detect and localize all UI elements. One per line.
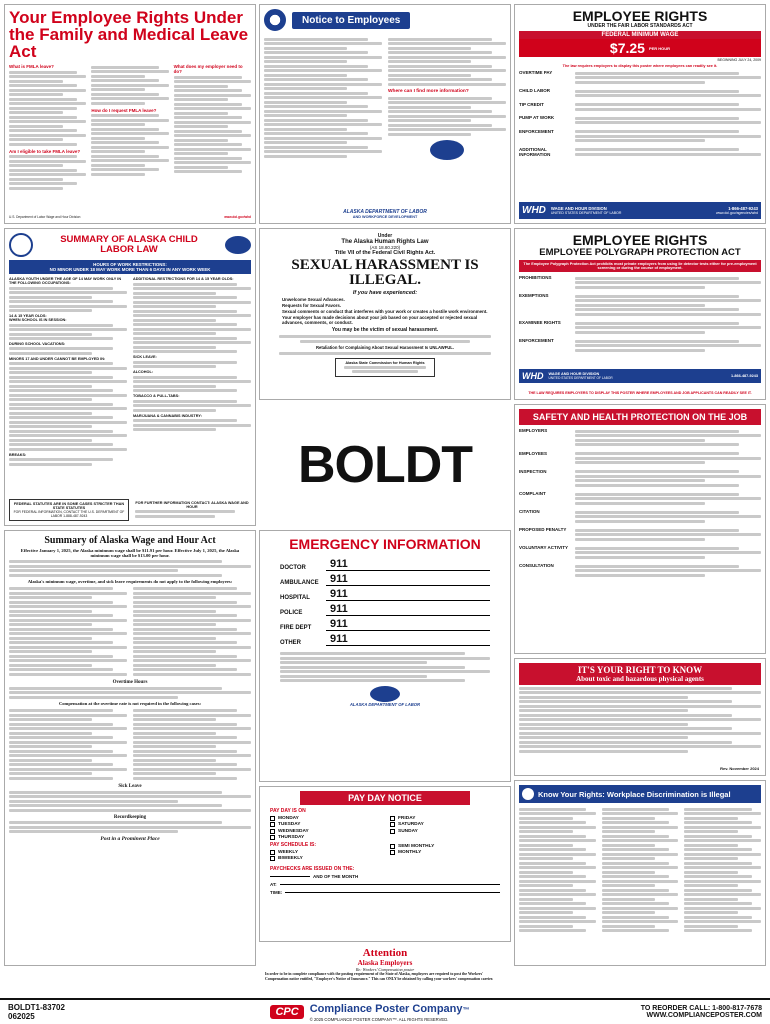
child-labor-poster: [4, 228, 256, 526]
pay-option: [270, 856, 380, 861]
osha-section-body: [575, 451, 761, 466]
poly-title2: EMPLOYEE POLYGRAPH PROTECTION ACT: [539, 247, 741, 258]
fmla-title: Your Employee Rights Under the Family and Medical Leave Act: [9, 8, 249, 61]
whd-url: www.dol.gov/agencies/whd: [715, 211, 758, 215]
wh-record-head: Recordkeeping: [113, 814, 147, 820]
polygraph-poster: [514, 228, 766, 400]
osha-section-label: EMPLOYEES: [519, 450, 548, 456]
pay-option-label: TUESDAY: [278, 822, 301, 827]
whd-label: WAGE AND HOUR DIVISION: [550, 206, 607, 211]
fmla-eligible-heading: Am I eligible to take FMLA leave?: [9, 148, 81, 154]
osha-section-label: PROPOSED PENALTY: [519, 527, 567, 532]
fed-contact: FOR FEDERAL INFORMATION, CONTACT THE U.S. DEPARTMENT OF LABOR 1-888-487-9243: [13, 509, 125, 518]
osha-section-row: [519, 428, 761, 448]
pay-option-label: WEDNESDAY: [278, 828, 309, 834]
jobs-logo-2: [225, 236, 251, 254]
footer-reorder[interactable]: TO REORDER CALL: 1-800-817-7678: [640, 1005, 762, 1012]
flsa-bar: FEDERAL MINIMUM WAGE: [519, 31, 761, 39]
emergency-number: 911: [326, 588, 490, 601]
rtk-revised: Rev. November 2024: [720, 766, 759, 771]
cr-victim: You may be the victim of sexual harassment.: [331, 327, 439, 333]
poly-section-label: EXEMPTIONS: [519, 293, 549, 298]
emergency-label: POLICE: [280, 610, 303, 616]
emergency-number: 911: [326, 573, 490, 586]
child-tobacco-head: TOBACCO & PULL-TABS:: [133, 394, 180, 398]
poly-whd-label: WAGE AND HOUR DIVISION: [548, 372, 600, 376]
poly-whd-sub: UNITED STATES DEPARTMENT OF LABOR: [548, 376, 613, 380]
fed-note: FEDERAL STATUTES ARE IN SOME CASES STRICTER THAN STATE STATUTES: [13, 501, 125, 510]
poly-section-row: [519, 338, 761, 353]
jobs-logo: [430, 140, 464, 160]
emergency-row: [280, 588, 490, 601]
emergency-row: [280, 558, 490, 571]
osha-section-label: INSPECTION: [519, 468, 547, 474]
osha-section-row: [519, 451, 761, 466]
whd-sub: UNITED STATES DEPARTMENT OF LABOR: [550, 211, 622, 215]
child-labor-sub2: NO MINOR UNDER 18 MAY WORK MORE THAN 6 DAYS IN ANY WORK WEEK: [49, 267, 211, 272]
att-re: Re: Workers' Compensation poster: [355, 967, 415, 972]
emergency-label: DOCTOR: [280, 565, 306, 571]
child-sick-head: SICK LEAVE:: [133, 355, 157, 359]
poly-section-body: [575, 275, 761, 290]
poly-section-body: [575, 320, 761, 335]
whd-logo-2: WHD: [522, 371, 544, 381]
flsa-section-row: [519, 115, 761, 126]
footer-copyright: © 2025 COMPLIANCE POSTER COMPANY™. ALL RIGHTS RESERVED.: [309, 1016, 449, 1022]
fmla-poster: [4, 4, 256, 224]
child-left-head: ALASKA YOUTH UNDER THE AGE OF 14 MAY WORK ONLY IN THE FOLLOWING OCCUPATIONS:: [9, 277, 122, 285]
poly-section-row: [519, 275, 761, 290]
child-labor-sub1: HOURS OF WORK RESTRICTIONS:: [93, 262, 167, 267]
checkbox[interactable]: [390, 850, 395, 855]
footer-code2: 062025: [8, 1012, 35, 1021]
flsa-section-body: [575, 147, 761, 158]
osha-section-row: [519, 469, 761, 489]
pay-day-is: PAY DAY IS ON: [270, 808, 306, 814]
emergency-number: 911: [326, 618, 490, 631]
flsa-section-label: CHILD LABOR: [519, 88, 550, 93]
emergency-number: 911: [326, 603, 490, 616]
pay-option: [390, 829, 500, 834]
flsa-section-body: [575, 115, 761, 126]
flsa-section-label: PUMP AT WORK: [519, 115, 555, 120]
child-breaks-head: BREAKS:: [9, 452, 27, 457]
fmla-employer-heading: What does my employer need to do?: [173, 64, 243, 74]
checkbox[interactable]: [270, 829, 275, 834]
pay-schedule-is: PAY SCHEDULE IS:: [270, 842, 317, 848]
flsa-section-label: ADDITIONAL INFORMATION: [519, 146, 551, 157]
checkbox[interactable]: [390, 822, 395, 827]
child-marijuana-head: MARIJUANA & CANNABIS INDUSTRY:: [133, 413, 202, 418]
osha-section-body: [575, 545, 761, 560]
pay-and-blank1: [270, 876, 310, 877]
poly-section-row: [519, 320, 761, 335]
fmla-request-heading: How do I request FMLA leave?: [91, 107, 157, 113]
footer-brand: Compliance Poster Company: [309, 1002, 463, 1015]
flsa-section-row: [519, 88, 761, 99]
pay-day-poster: [259, 786, 511, 942]
child-vacation-head: DURING SCHOOL VACATIONS:: [9, 341, 66, 346]
osha-section-label: CONSULTATION: [519, 563, 554, 568]
pay-option-label: SATURDAY: [398, 822, 424, 827]
cr-bullet: Your employer has made decisions about your job based on your accepted or rejected sexual advances, comments, or conduct.: [282, 315, 478, 325]
footer: [0, 998, 770, 1024]
osha-section-row: [519, 563, 761, 578]
poly-section-label: PROHIBITIONS: [519, 275, 552, 280]
att-sub: Alaska Employers: [357, 959, 413, 967]
emergency-label: OTHER: [280, 640, 301, 646]
emergency-label: FIRE DEPT: [280, 625, 312, 631]
discrimination-poster: [514, 780, 766, 966]
rtk-title: IT'S YOUR RIGHT TO KNOW: [577, 665, 703, 675]
flsa-section-row: [519, 102, 761, 113]
osha-section-body: [575, 469, 761, 489]
emergency-row: [280, 573, 490, 586]
pay-option: [270, 850, 380, 855]
pay-option: [390, 850, 500, 855]
checkbox[interactable]: [390, 844, 395, 849]
wh-effective: Effective January 1, 2025, the Alaska minimum wage shall be $11.91 per hour. Effective July 1, 2025, the Alaska minimum wage shall be $13.00 per hour.: [20, 548, 240, 558]
fmla-url: www.dol.gov/whd: [224, 215, 251, 219]
emergency-number: 911: [326, 558, 490, 571]
alaska-seal-icon: [9, 233, 33, 257]
osha-section-label: COMPLAINT: [519, 491, 546, 496]
osha-poster: [514, 404, 766, 654]
flsa-section-body: [575, 70, 761, 85]
wh-overtime-head: Overtime Hours: [112, 680, 148, 685]
att-body: In order to be in complete compliance with the posting requirement of the State of Alaska, employers are required to post the Workers' Compensation notice entitled, "Employer's Notice of Insurance." This can ONLY be obtained by calling your workers' compensation carrier.: [265, 972, 494, 981]
emergency-label: HOSPITAL: [280, 595, 310, 601]
rtk-sub: About toxic and hazardous physical agents: [576, 675, 704, 683]
emergency-org: ALASKA DEPARTMENT OF LABOR: [349, 702, 421, 707]
pay-option: [270, 816, 380, 821]
right-to-know-poster: [514, 658, 766, 776]
flsa-poster: [514, 4, 766, 224]
flsa-title: EMPLOYEE RIGHTS: [572, 8, 708, 24]
notice-title: Notice to Employees: [292, 12, 410, 29]
flsa-section-row: [519, 129, 761, 144]
cr-title3: Title VII of the Federal Civil Rights Act.: [334, 250, 436, 256]
notice-poster: [259, 4, 511, 224]
pay-title: PAY DAY NOTICE: [300, 791, 470, 805]
flsa-section-body: [575, 129, 761, 144]
poly-title1: EMPLOYEE RIGHTS: [572, 232, 708, 248]
osha-section-label: CITATION: [519, 509, 540, 514]
notice-org: ALASKA DEPARTMENT OF LABOR: [343, 209, 427, 215]
pay-option-label: WEEKLY: [278, 849, 299, 855]
osha-section-row: [519, 527, 761, 542]
seal-icon: [264, 9, 286, 31]
wh-comp-head: Compensation at the overtime rate is not required in the following cases:: [58, 700, 202, 706]
harassment-poster: [259, 228, 511, 400]
child-minors-head: MINORS 17 AND UNDER CANNOT BE EMPLOYED IN:: [9, 356, 106, 361]
child-labor-title: SUMMARY OF ALASKA CHILD LABOR LAW: [60, 234, 198, 255]
eeoc-seal-icon: [522, 788, 534, 800]
flsa-section-body: [575, 102, 761, 113]
pay-option: [390, 844, 500, 849]
pay-option-label: SUNDAY: [398, 828, 418, 834]
cpc-logo-text: CPC: [275, 1006, 299, 1018]
notice-heading: Where can I find more information?: [388, 88, 469, 94]
flsa-per-hour: PER HOUR: [648, 45, 671, 51]
cr-title1: The Alaska Human Rights Law: [341, 239, 429, 245]
jobs-logo-3: [370, 686, 400, 702]
fmla-footer: U.S. Department of Labor Wage and Hour Division: [9, 215, 81, 219]
flsa-section-label: TIP CREDIT: [519, 101, 544, 107]
whd-phone: 1-866-487-9243: [728, 206, 758, 211]
wage-hour-poster: [4, 530, 256, 966]
pay-option-label: SEMI MONTHLY: [398, 843, 435, 849]
emergency-row: [280, 603, 490, 616]
cr-if: If you have experienced:: [352, 290, 418, 296]
osha-section-row: [519, 491, 761, 506]
wh-post: Post in a Prominent Place: [100, 836, 160, 842]
att-title: Attention: [362, 947, 408, 959]
footer-code1: BOLDT1-83702: [8, 1003, 65, 1012]
child-right-head: ADDITIONAL RESTRICTIONS FOR 14 & 15 YEAR OLDS:: [133, 277, 234, 281]
disc-title: Know Your Rights: Workplace Discrimination is Illegal: [538, 789, 731, 799]
cr-retaliation: Retaliation for Complaining About Sexual Harassment Is UNLAWFUL.: [315, 345, 455, 350]
pay-option: [270, 835, 380, 840]
poly-lead: The Employee Polygraph Protection Act prohibits most private employers from using lie detector tests either for pre-employment screening or during the course of employment.: [519, 260, 761, 272]
osha-section-body: [575, 563, 761, 578]
flsa-lead: The law requires employers to display this poster where employees can readily see it.: [562, 64, 718, 68]
pay-option-label: THURSDAY: [278, 835, 305, 840]
osha-section-body: [575, 491, 761, 506]
flsa-since: BEGINNING JULY 24, 2009: [717, 58, 761, 62]
flsa-section-row: [519, 70, 761, 85]
poly-phone: 1-866-487-9243: [730, 374, 758, 378]
flsa-wage: $7.25: [609, 40, 645, 56]
attention-poster: [259, 946, 511, 996]
poly-section-row: [519, 293, 761, 317]
osha-section-row: [519, 509, 761, 524]
checkbox[interactable]: [390, 816, 395, 821]
checkbox[interactable]: [270, 856, 275, 861]
child-school-head: WHEN SCHOOL IS IN SESSION:: [9, 318, 67, 322]
pay-option-label: FRIDAY: [398, 815, 416, 821]
cr-under: Under: [377, 233, 393, 239]
flsa-section-body: [575, 88, 761, 99]
flsa-subtitle: UNDER THE FAIR LABOR STANDARDS ACT: [587, 23, 693, 29]
pay-option: [270, 829, 380, 834]
wh-exempt-head: Alaska's minimum wage, overtime, and sick leave requirements do not apply to the following employees:: [27, 578, 233, 584]
wh-title: Summary of Alaska Wage and Hour Act: [44, 535, 216, 546]
further-info: FOR FURTHER INFORMATION CONTACT: ALASKA WAGE AND HOUR: [135, 500, 249, 509]
boldt-logo: [259, 404, 511, 526]
cr-banner: SEXUAL HARASSMENT IS ILLEGAL.: [291, 257, 479, 288]
pay-option-label: BIWEEKLY: [278, 856, 303, 861]
pay-option-label: MONTHLY: [398, 850, 422, 855]
cr-commission: Alaska State Commission for Human Rights: [345, 361, 425, 365]
pay-option-label: MONDAY: [278, 815, 299, 821]
fmla-what-heading: What is FMLA leave?: [9, 64, 54, 69]
pay-at-blank: [280, 884, 500, 885]
pay-option: [270, 822, 380, 827]
checkbox[interactable]: [270, 850, 275, 855]
checkbox[interactable]: [270, 822, 275, 827]
osha-section-body: [575, 509, 761, 524]
pay-issued: PAYCHECKS ARE ISSUED ON THE:: [270, 865, 355, 872]
cr-title2: (AS 18.80.220): [369, 245, 401, 250]
wh-sick-head: Sick Leave: [118, 784, 142, 789]
checkbox[interactable]: [270, 816, 275, 821]
boldt-logo-text: BOLDT: [297, 436, 473, 494]
osha-section-body: [575, 428, 761, 448]
osha-title: SAFETY AND HEALTH PROTECTION ON THE JOB: [519, 409, 761, 425]
notice-org2: AND WORKFORCE DEVELOPMENT: [352, 215, 418, 219]
whd-logo: WHD: [522, 205, 546, 216]
pay-at: AT:: [270, 881, 277, 887]
osha-section-label: EMPLOYERS: [519, 428, 548, 433]
emergency-row: [280, 633, 490, 646]
emergency-title: EMERGENCY INFORMATION: [289, 536, 481, 552]
pay-time: TIME:: [270, 889, 283, 895]
poly-section-label: ENFORCEMENT: [519, 338, 554, 343]
cr-bullet: Sexual comments or conduct that interferes with your work or creates a hostile work environment.: [282, 309, 488, 314]
flsa-section-label: OVERTIME PAY: [519, 70, 553, 75]
poly-section-body: [575, 293, 761, 317]
poly-section-label: EXAMINEE RIGHTS: [519, 320, 561, 325]
pay-and: AND OF THE MONTH: [313, 873, 359, 879]
flsa-section-row: [519, 147, 761, 158]
poly-section-body: [575, 338, 761, 353]
footer-site[interactable]: WWW.COMPLIANCEPOSTER.COM: [646, 1012, 762, 1019]
cr-bullet: Unwelcome Sexual Advances.: [282, 297, 345, 302]
footer-tm: ™: [462, 1006, 470, 1014]
checkbox[interactable]: [390, 829, 395, 834]
poly-footer: THE LAW REQUIRES EMPLOYERS TO DISPLAY THIS POSTER WHERE EMPLOYEES AND JOB APPLICANTS CAN READILY SEE IT.: [528, 391, 752, 395]
emergency-row: [280, 618, 490, 631]
osha-section-row: [519, 545, 761, 560]
osha-section-label: VOLUNTARY ACTIVITY: [519, 545, 569, 550]
pay-option: [390, 816, 500, 821]
cr-bullet: Requests for Sexual Favors.: [282, 303, 342, 308]
cpc-logo: [270, 1005, 303, 1019]
pay-option: [390, 822, 500, 827]
pay-time-blank: [285, 892, 500, 893]
emergency-label: AMBULANCE: [280, 580, 319, 586]
flsa-section-label: ENFORCEMENT: [519, 128, 554, 134]
emergency-number: 911: [326, 633, 490, 646]
checkbox[interactable]: [270, 835, 275, 840]
emergency-poster: [259, 530, 511, 782]
child-alcohol-head: ALCOHOL:: [133, 370, 154, 374]
osha-section-body: [575, 527, 761, 542]
child-1415-head: 14 & 15 YEAR OLDS:: [9, 314, 47, 318]
